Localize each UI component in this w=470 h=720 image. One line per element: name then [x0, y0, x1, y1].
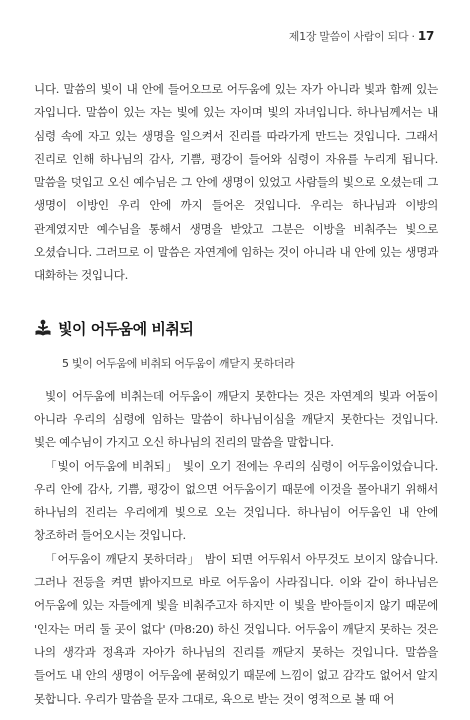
section-title: 빛이 어두움에 비취되	[58, 319, 194, 338]
intro-paragraph: 니다. 말씀의 빛이 내 안에 들어오므로 어두움에 있는 자가 아니라 빛과 함께 있는 자입니다. 말씀이 있는 자는 빛에 있는 자이며 빛의 자녀입니다. 하나님께서는 내 심령 속에 자고 있는 생명을 일으켜서 진리를 따라가게 만드는 것입니다. 그래서 진리로 인해 하나님의 감사, 기쁨, 평강이 들어와 심령이 자유를 누리게 됩니다. 말씀을 덧입고 오신 예수님은 그 안에 생명이 있었고 사람들의 빛으로 오셨는데 그 생명이 이방인 우리 안에 까지 들어온 것입니다. 우리는 하나님과 이방의 관계였지만 예수님을 통해서 생명을 받았고 그분은 이방을 비춰주는 빛으로 오셨습니다. 그러므로 이 말씀은 자연계에 임하는 것이 아니라 내 안에 있는 생명과 대화하는 것입니다.	[34, 82, 438, 283]
body-paragraph-1: 빛이 어두움에 비취는데 어두움이 깨닫지 못한다는 것은 자연계의 빛과 어둠이 아니라 우리의 심령에 임하는 말씀이 하나님이심을 깨닫지 못한다는 것입니다. 빛은 예수님이 가지고 오신 하나님의 진리의 말씀을 말합니다.	[34, 388, 438, 450]
running-header	[289, 28, 434, 44]
reading-person-icon	[34, 319, 52, 337]
scripture-verse: 5 빛이 어두움에 비취되 어두움이 깨닫지 못하더라	[62, 356, 295, 370]
body-paragraph-2: 「빛이 어두움에 비취되」 빛이 오기 전에는 우리의 심령이 어두움이었습니다. 우리 안에 감사, 기쁨, 평강이 없으면 어두움이기 때문에 이것을 몰아내기 위해서 하나님의 진리는 우리에게 빛으로 오는 것입니다. 하나님이 어두움인 내 안에 창조하러 들어오시는 것입니다.	[34, 458, 438, 543]
section-heading	[34, 318, 438, 339]
body-paragraph-3: 「어두움이 깨닫지 못하더라」 밤이 되면 어두워서 아무것도 보이지 않습니다. 그러나 전등을 켜면 밝아지므로 바로 어두움이 사라집니다. 이와 같이 하나님은 어두움에 있는 자들에게 빛을 비춰주고자 하지만 이 빛을 받아들이지 않기 때문에 '인자는 머리 둘 곳이 없다' (마8:20) 하신 것입니다. 어두움이 깨닫지 못하는 것은 나의 생각과 정욕과 자아가 하나님의 진리를 깨닫지 못하는 것입니다. 말씀을 들어도 내 안의 생명이 어두움에 묻혀있기 때문에 느낌이 없고 감각도 없어서 알지 못합니다. 우리가 말씀을 문자 그대로, 육으로 받는 것이 영적으로 볼 때 어	[34, 551, 438, 706]
page-body	[34, 78, 438, 711]
page-number: 17	[417, 29, 434, 43]
chapter-title: 제1장 말씀이 사람이 되다 ·	[288, 30, 418, 43]
